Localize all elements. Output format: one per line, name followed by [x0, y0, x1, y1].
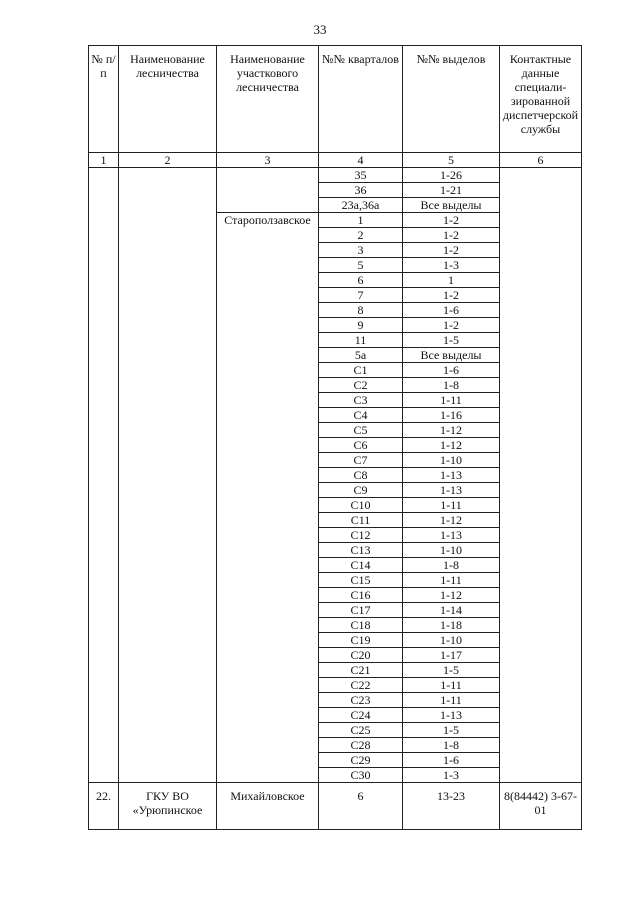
vydel-cell: 13-23 — [403, 783, 500, 830]
header-quarters: №№ кварталов — [319, 46, 403, 153]
quarter-cell: С8 — [319, 468, 403, 483]
quarter-cell: 23а,36а — [319, 198, 403, 213]
vydel-cell: 1-18 — [403, 618, 500, 633]
header-number: № п/п — [89, 46, 119, 153]
vydel-cell: 1-26 — [403, 168, 500, 183]
header-forestry: Наименование лесничества — [119, 46, 217, 153]
header-vydels: №№ выделов — [403, 46, 500, 153]
quarter-cell: С9 — [319, 483, 403, 498]
quarter-cell: С4 — [319, 408, 403, 423]
quarter-cell: 5а — [319, 348, 403, 363]
vydel-cell: 1-11 — [403, 393, 500, 408]
vydel-cell: 1 — [403, 273, 500, 288]
vydel-cell: 1-12 — [403, 438, 500, 453]
vydel-cell: 1-12 — [403, 423, 500, 438]
row-number-cell — [89, 168, 119, 783]
vydel-cell: 1-2 — [403, 213, 500, 228]
column-number: 5 — [403, 153, 500, 168]
vydel-cell: 1-21 — [403, 183, 500, 198]
quarter-cell: С14 — [319, 558, 403, 573]
vydel-cell: 1-6 — [403, 753, 500, 768]
vydel-cell: 1-12 — [403, 513, 500, 528]
quarter-cell: 5 — [319, 258, 403, 273]
vydel-cell: 1-10 — [403, 453, 500, 468]
quarter-cell: 35 — [319, 168, 403, 183]
quarter-cell: С28 — [319, 738, 403, 753]
quarter-cell: 8 — [319, 303, 403, 318]
quarter-cell: 6 — [319, 783, 403, 830]
vydel-cell: 1-5 — [403, 723, 500, 738]
quarter-cell: С30 — [319, 768, 403, 783]
vydel-cell: 1-14 — [403, 603, 500, 618]
quarter-cell: 3 — [319, 243, 403, 258]
quarter-cell: С19 — [319, 633, 403, 648]
vydel-cell: 1-5 — [403, 333, 500, 348]
quarter-cell: 2 — [319, 228, 403, 243]
vydel-cell: 1-8 — [403, 738, 500, 753]
header-contacts: Контактные данные специали-зированной диспетчерской службы — [500, 46, 582, 153]
vydel-cell: 1-16 — [403, 408, 500, 423]
forestry-cell: ГКУ ВО «Урюпинское — [119, 783, 217, 830]
vydel-cell: 1-13 — [403, 483, 500, 498]
vydel-cell: 1-2 — [403, 243, 500, 258]
quarter-cell: С2 — [319, 378, 403, 393]
quarter-cell: С24 — [319, 708, 403, 723]
column-number: 3 — [217, 153, 319, 168]
row-number-cell: 22. — [89, 783, 119, 830]
quarter-cell: С6 — [319, 438, 403, 453]
quarter-cell: 6 — [319, 273, 403, 288]
header-row — [89, 46, 582, 153]
subforestry-cell — [217, 168, 319, 213]
quarter-cell: 11 — [319, 333, 403, 348]
quarter-cell: С13 — [319, 543, 403, 558]
vydel-cell: 1-11 — [403, 678, 500, 693]
quarter-cell: С17 — [319, 603, 403, 618]
header-subforestry: Наименование участкового лесничества — [217, 46, 319, 153]
subforestry-cell: Михайловское — [217, 783, 319, 830]
quarter-cell: С25 — [319, 723, 403, 738]
vydel-cell: 1-13 — [403, 528, 500, 543]
quarter-cell: С15 — [319, 573, 403, 588]
page-number: 33 — [313, 22, 327, 37]
quarter-cell: 36 — [319, 183, 403, 198]
vydel-cell: 1-6 — [403, 363, 500, 378]
vydel-cell: 1-2 — [403, 318, 500, 333]
contact-cell: 8(84442) 3-67-01 — [500, 783, 582, 830]
forestry-table — [88, 45, 582, 830]
quarter-cell: С5 — [319, 423, 403, 438]
quarter-cell: С1 — [319, 363, 403, 378]
quarter-cell: С22 — [319, 678, 403, 693]
quarter-cell: С12 — [319, 528, 403, 543]
column-number: 2 — [119, 153, 217, 168]
quarter-cell: С10 — [319, 498, 403, 513]
vydel-cell: 1-8 — [403, 558, 500, 573]
quarter-cell: 7 — [319, 288, 403, 303]
column-number: 4 — [319, 153, 403, 168]
column-number: 1 — [89, 153, 119, 168]
vydel-cell: 1-11 — [403, 573, 500, 588]
quarter-cell: С29 — [319, 753, 403, 768]
vydel-cell: 1-13 — [403, 468, 500, 483]
vydel-cell: Все выделы — [403, 198, 500, 213]
quarter-cell: С16 — [319, 588, 403, 603]
vydel-cell: 1-13 — [403, 708, 500, 723]
vydel-cell: 1-12 — [403, 588, 500, 603]
contact-cell — [500, 168, 582, 783]
quarter-cell: 9 — [319, 318, 403, 333]
vydel-cell: 1-17 — [403, 648, 500, 663]
quarter-cell: С11 — [319, 513, 403, 528]
quarter-cell: С21 — [319, 663, 403, 678]
vydel-cell: 1-11 — [403, 693, 500, 708]
vydel-cell: 1-5 — [403, 663, 500, 678]
table-row — [89, 168, 582, 183]
quarter-cell: С23 — [319, 693, 403, 708]
table-row — [89, 783, 582, 830]
quarter-cell: С3 — [319, 393, 403, 408]
vydel-cell: 1-3 — [403, 258, 500, 273]
column-number: 6 — [500, 153, 582, 168]
vydel-cell: 1-6 — [403, 303, 500, 318]
quarter-cell: С7 — [319, 453, 403, 468]
vydel-cell: 1-3 — [403, 768, 500, 783]
vydel-cell: 1-8 — [403, 378, 500, 393]
vydel-cell: 1-2 — [403, 288, 500, 303]
column-number-row — [89, 153, 582, 168]
vydel-cell: Все выделы — [403, 348, 500, 363]
vydel-cell: 1-2 — [403, 228, 500, 243]
forestry-cell — [119, 168, 217, 783]
quarter-cell: 1 — [319, 213, 403, 228]
quarter-cell: С20 — [319, 648, 403, 663]
subforestry-cell: Староползавское — [217, 213, 319, 783]
vydel-cell: 1-10 — [403, 633, 500, 648]
vydel-cell: 1-11 — [403, 498, 500, 513]
quarter-cell: С18 — [319, 618, 403, 633]
vydel-cell: 1-10 — [403, 543, 500, 558]
